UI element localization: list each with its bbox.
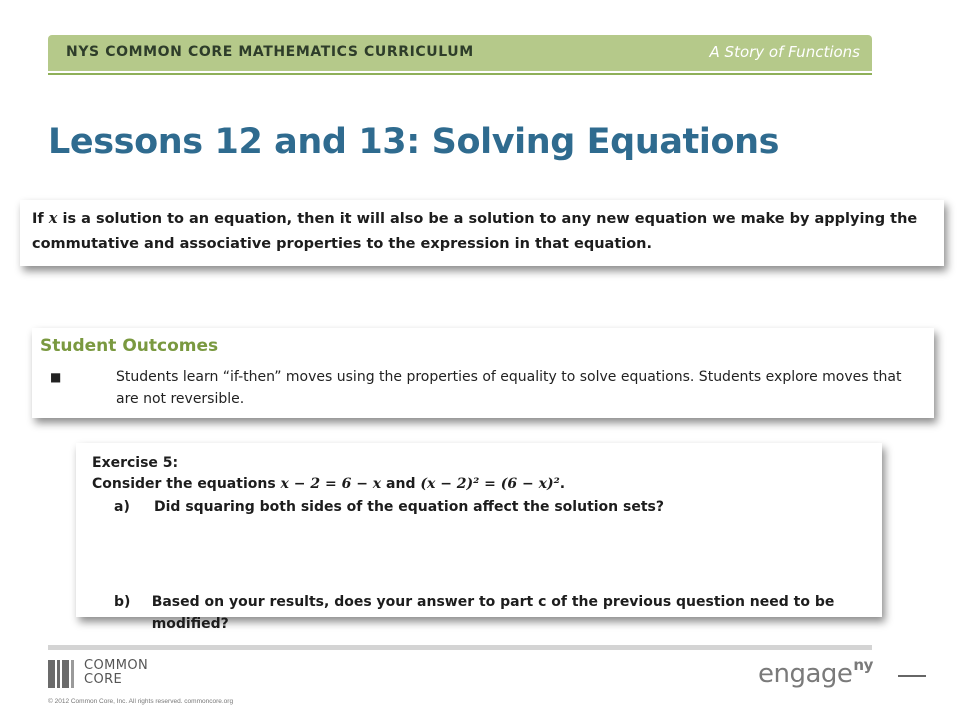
- exercise-card: [76, 443, 882, 632]
- copyright-notice: © 2012 Common Core, Inc. All rights reserved. commoncore.org: [48, 698, 234, 705]
- variable-x: x: [48, 210, 58, 227]
- common-core-logo-icon: [48, 660, 78, 688]
- curriculum-label: NYS COMMON CORE MATHEMATICS CURRICULUM: [66, 44, 474, 60]
- exercise-prompt: [92, 473, 872, 495]
- statement-text: is a solution to an equation, then it will also be a solution to any new equation we make by applying the: [57, 211, 918, 227]
- equation-1: x − 2 = 6 − x: [280, 476, 382, 492]
- statement-card: [20, 200, 944, 266]
- exercise-title: Exercise 5:: [92, 455, 179, 471]
- item-letter: b): [114, 594, 131, 610]
- student-outcomes-card: [32, 328, 934, 418]
- module-label: A Story of Functions: [709, 43, 860, 61]
- statement-line-1: [32, 206, 934, 232]
- header-divider: [48, 73, 872, 75]
- engageny-logo: [758, 656, 873, 689]
- engage-text: engage: [758, 659, 853, 689]
- equation-2: (x − 2)² = (6 − x)²: [420, 476, 560, 492]
- item-letter: a): [114, 499, 130, 515]
- prompt-period: .: [559, 476, 566, 492]
- common-core-logo-text: [84, 659, 174, 687]
- prompt-connector: and: [381, 476, 421, 492]
- exercise-item-b: [114, 591, 872, 635]
- outcome-item: [46, 366, 924, 410]
- footer-divider: [48, 645, 872, 650]
- footer-dash: [898, 675, 926, 677]
- item-text: Based on your results, does your answer to part c of the previous question need to be modified?: [151, 594, 835, 632]
- item-text: Did squaring both sides of the equation affect the solution sets?: [154, 499, 664, 515]
- bullet-icon: ■: [50, 370, 62, 384]
- header-bar: [48, 35, 872, 71]
- logo-line-1: COMMON: [84, 658, 149, 673]
- outcomes-heading: Student Outcomes: [40, 336, 219, 356]
- statement-line-2: commutative and associative properties to the expression in that equation.: [32, 236, 653, 252]
- statement-text: If: [32, 211, 49, 227]
- page-title: Lessons 12 and 13: Solving Equations: [48, 122, 780, 162]
- engage-superscript: ny: [853, 656, 873, 674]
- prompt-text: Consider the equations: [92, 476, 281, 492]
- outcome-text: Students learn “if-then” moves using the properties of equality to solve equations. Students explore moves that are not reversible.: [116, 369, 902, 407]
- exercise-item-a: [114, 496, 872, 518]
- logo-line-2: CORE: [84, 672, 123, 687]
